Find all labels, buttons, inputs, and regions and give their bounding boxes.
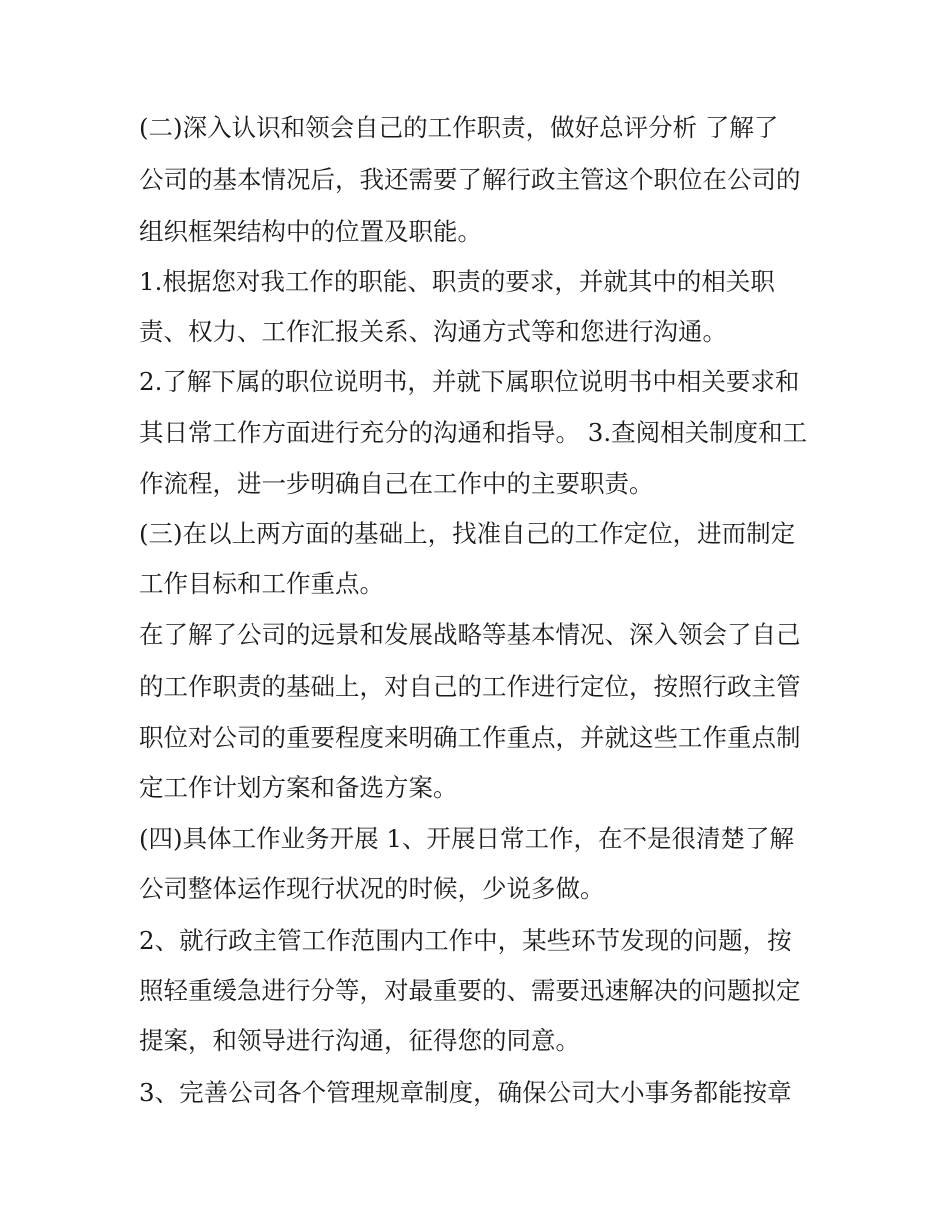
text-line: 照轻重缓急进行分等，对最重要的、需要迅速解决的问题拟定 <box>139 976 801 1005</box>
text-line: 公司的基本情况后，我还需要了解行政主管这个职位在公司的 <box>139 165 801 194</box>
text-line: 工作目标和工作重点。 <box>139 569 384 598</box>
text-line: (三)在以上两方面的基础上，找准自己的工作定位，进而制定 <box>139 519 796 548</box>
text-line: 2、就行政主管工作范围内工作中，某些环节发现的问题，按 <box>139 926 792 955</box>
text-line: 其日常工作方面进行充分的沟通和指导。 3.查阅相关制度和工 <box>139 418 808 447</box>
text-line: 1.根据您对我工作的职能、职责的要求，并就其中的相关职 <box>139 267 775 296</box>
text-line: 3、完善公司各个管理规章制度，确保公司大小事务都能按章 <box>139 1078 792 1107</box>
text-line: 2.了解下属的职位说明书，并就下属职位说明书中相关要求和 <box>139 367 800 396</box>
text-line: 公司整体运作现行状况的时候，少说多做。 <box>139 874 605 903</box>
text-line: (四)具体工作业务开展 1、开展日常工作，在不是很清楚了解 <box>139 824 794 853</box>
text-line: 提案，和领导进行沟通，征得您的同意。 <box>139 1026 580 1055</box>
text-line: 责、权力、工作汇报关系、沟通方式等和您进行沟通。 <box>139 317 727 346</box>
text-line: 作流程，进一步明确自己在工作中的主要职责。 <box>139 469 654 498</box>
text-line: (二)深入认识和领会自己的工作职责，做好总评分析 了解了 <box>139 113 779 142</box>
text-line: 在了解了公司的远景和发展战略等基本情况、深入领会了自己 <box>139 620 801 649</box>
text-line: 的工作职责的基础上，对自己的工作进行定位，按照行政主管 <box>139 672 801 701</box>
text-line: 定工作计划方案和备选方案。 <box>139 773 458 802</box>
text-line: 组织框架结构中的位置及职能。 <box>139 217 482 246</box>
text-line: 职位对公司的重要程度来明确工作重点，并就这些工作重点制 <box>139 723 801 752</box>
